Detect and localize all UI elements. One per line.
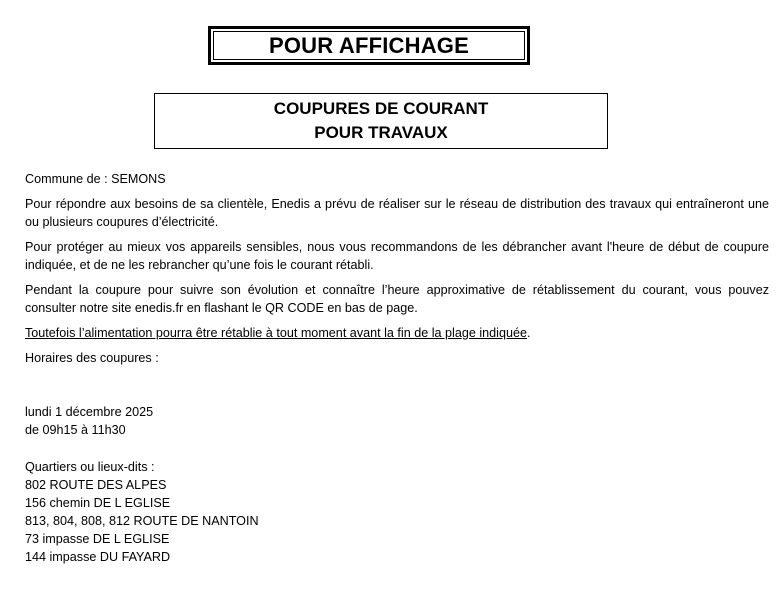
protection-paragraph: Pour protéger au mieux vos appareils sensibles, nous vous recommandons de les débrancher avant l'heure de début de coupure indiquée, et de ne les rebrancher qu’une fois le courant rétabli. [25,240,769,272]
locations-block [25,458,769,566]
pour-affichage-frame [208,26,530,65]
schedule-time: de 09h15 à 11h30 [25,423,126,437]
notice-title-line-1: COUPURES DE COURANT [273,99,489,118]
notice-title-line-2: POUR TRAVAUX [314,123,448,142]
location-item: 156 chemin DE L EGLISE [25,496,171,510]
notice-title-box [154,93,608,149]
warning-paragraph [25,324,769,342]
commune-line: Commune de : SEMONS [25,172,166,186]
intro-paragraph: Pour répondre aux besoins de sa clientèle, Enedis a prévu de réaliser sur le réseau de distribution des travaux qui entraîneront une ou plusieurs coupures d’électricité. [25,197,769,229]
location-item: 73 impasse DE L EGLISE [25,532,170,546]
location-item: 144 impasse DU FAYARD [25,550,171,564]
horaires-label: Horaires des coupures : [25,351,159,365]
location-item: 802 ROUTE DES ALPES [25,478,167,492]
warning-text: Toutefois l’alimentation pourra être rétablie à tout moment avant la fin de la plage indiquée [25,326,527,340]
schedule-block [25,403,769,439]
warning-period: . [526,326,531,340]
notice-body [25,170,769,566]
pour-affichage-heading: POUR AFFICHAGE [213,31,525,60]
locations-label: Quartiers ou lieux-dits : [25,460,155,474]
schedule-date: lundi 1 décembre 2025 [25,405,154,419]
location-item: 813, 804, 808, 812 ROUTE DE NANTOIN [25,514,259,528]
tracking-paragraph: Pendant la coupure pour suivre son évolution et connaître l’heure approximative de rétablissement du courant, vous pouvez consulter notre site enedis.fr en flashant le QR CODE en bas de page. [25,283,769,315]
